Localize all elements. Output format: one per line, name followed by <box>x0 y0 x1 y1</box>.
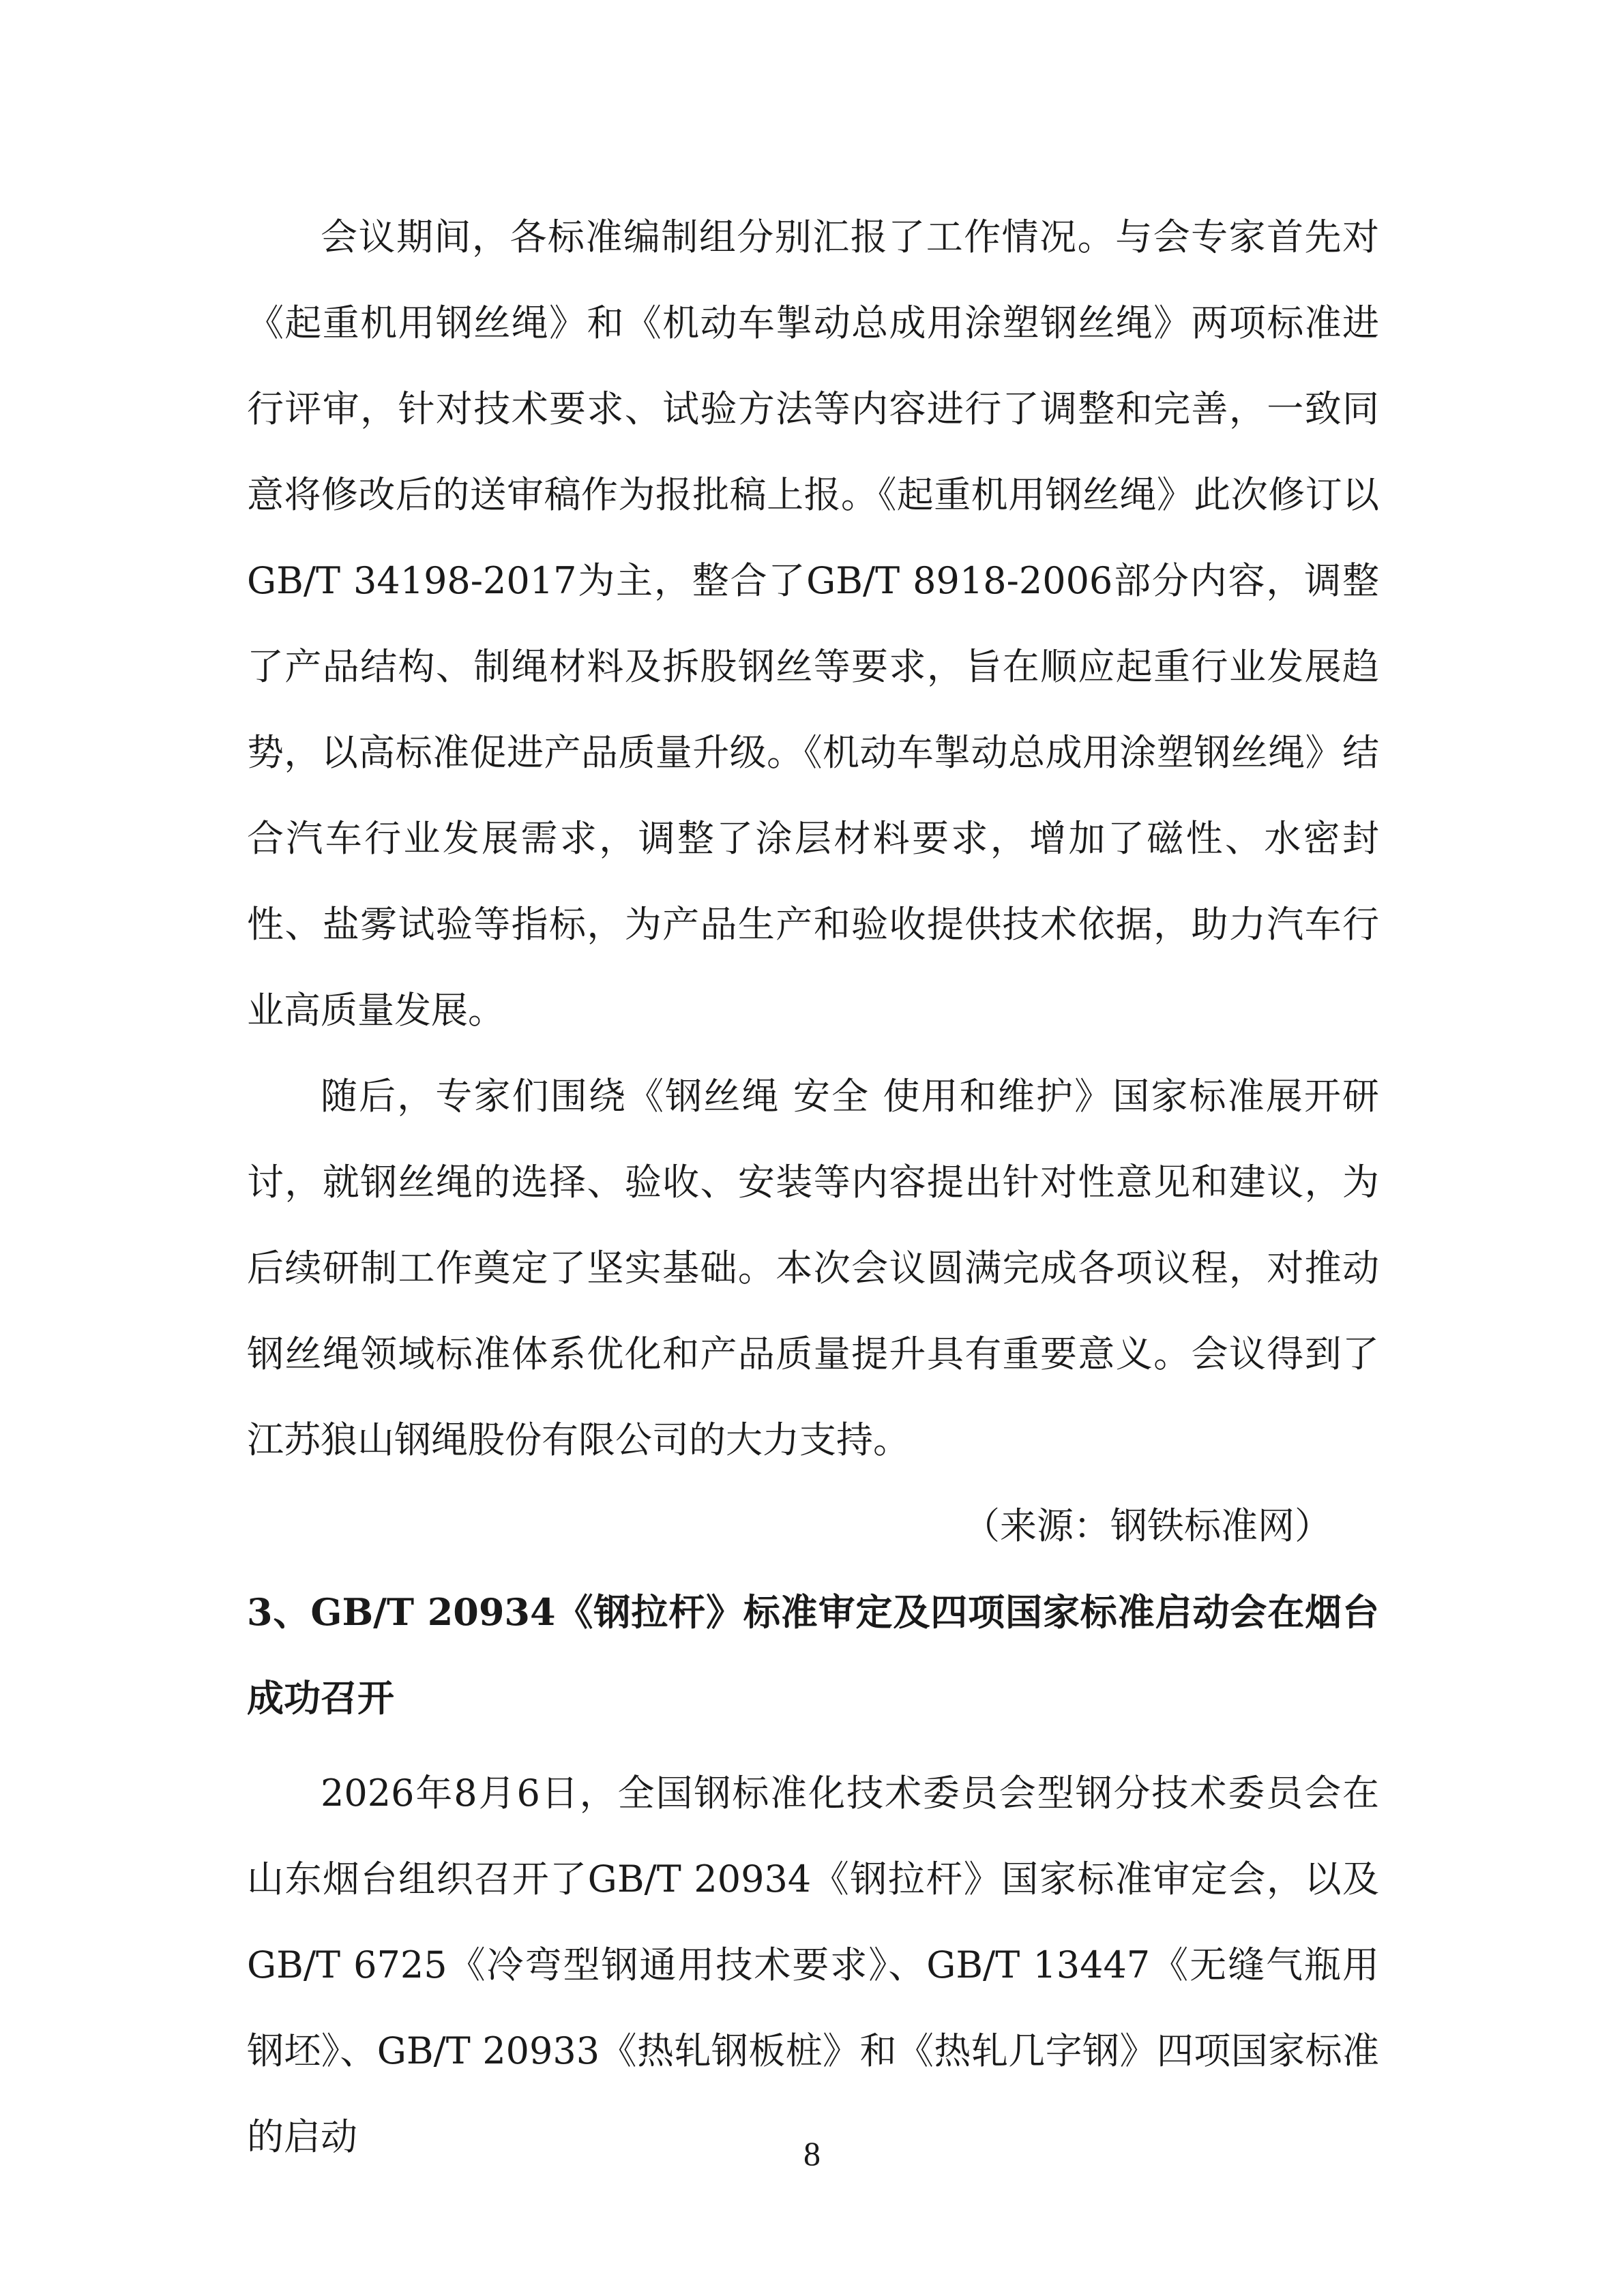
paragraph-safety-discussion: 随后，专家们围绕《钢丝绳 安全 使用和维护》国家标准展开研讨，就钢丝绳的选择、验收、安装等内容提出针对性意见和建议，为后续研制工作奠定了坚实基础。本次会议圆满完成各项议程，对推动钢丝绳领域标准体系优化和产品质量提升具有重要意义。会议得到了江苏狼山钢绳股份有限公司的大力支持。 <box>247 1075 1379 1461</box>
paragraph-yantai-meeting: 2026年8月6日，全国钢标准化技术委员会型钢分技术委员会在山东烟台组织召开了GB/T 20934《钢拉杆》国家标准审定会，以及GB/T 6725《冷弯型钢通用技术要求》、GB/T 13447《无缝气瓶用钢坯》、GB/T 20933《热轧钢板桩》和《热轧几字钢》四项国家标准的启动 <box>247 1772 1379 2158</box>
page-number: 8 <box>803 2134 821 2173</box>
page-content <box>247 194 1379 2180</box>
paragraph-wire-rope-review: 会议期间，各标准编制组分别汇报了工作情况。与会专家首先对《起重机用钢丝绳》和《机动车掣动总成用涂塑钢丝绳》两项标准进行评审，针对技术要求、试验方法等内容进行了调整和完善，一致同意将修改后的送审稿作为报批稿上报。《起重机用钢丝绳》此次修订以GB/T 34198-2017为主，整合了GB/T 8918-2006部分内容，调整了产品结构、制绳材料及拆股钢丝等要求，旨在顺应起重行业发展趋势，以高标准促进产品质量升级。《机动车掣动总成用涂塑钢丝绳》结合汽车行业发展需求，调整了涂层材料要求，增加了磁性、水密封性、盐雾试验等指标，为产品生产和验收提供技术依据，助力汽车行业高质量发展。 <box>247 215 1379 1032</box>
section-heading-3: 3、GB/T 20934《钢拉杆》标准审定及四项国家标准启动会在烟台成功召开 <box>247 1590 1379 1720</box>
heading-spacer <box>247 1741 1379 1750</box>
source-note: （来源：钢铁标准网） <box>963 1504 1331 1547</box>
